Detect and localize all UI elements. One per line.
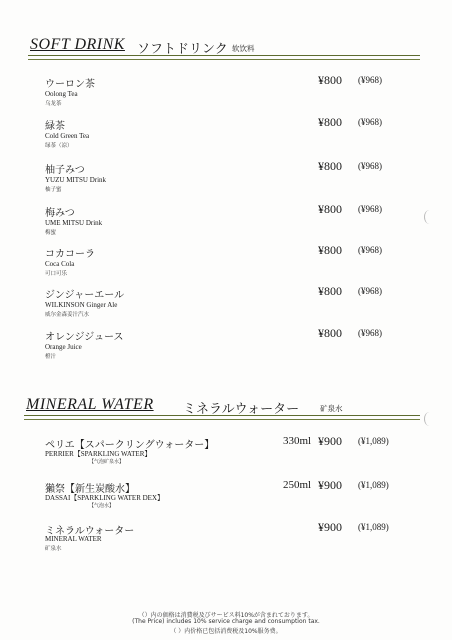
menu-item [45,161,405,197]
item-price: ¥800 [318,284,342,298]
item-price: ¥900 [318,478,342,492]
item-price: ¥800 [318,202,342,216]
menu-item [45,286,405,322]
menu-item [45,204,405,240]
item-name-cn: 威尔金森姜汁汽水 [45,312,90,318]
item-price: ¥900 [318,434,342,448]
item-name-jp: ウーロン茶 [45,79,95,90]
menu-item [45,522,405,558]
binder-hole-mark [424,210,435,224]
section-rule [24,415,420,416]
item-price: ¥900 [318,520,342,534]
item-name-en: PERRIER【SPARKLING WATER】 [45,450,152,458]
menu-item [45,245,405,281]
soft-drink-title-jp: ソフトドリンク [137,42,228,57]
item-name-jp: ペリエ【スパークリングウォーター】 [45,440,215,451]
item-name-en: Cold Green Tea [45,132,90,140]
item-name-en: MINERAL WATER [45,535,102,543]
item-name-jp: 梅みつ [45,208,75,219]
item-price-tax: (¥1,089) [358,480,389,490]
item-name-en: WILKINSON Ginger Ale [45,301,118,309]
item-name-en: Oolong Tea [45,90,78,98]
item-name-cn: 橙汁 [45,354,57,360]
item-name-cn: 矿泉水 [45,546,62,552]
item-price: ¥800 [318,159,342,173]
footer-note-jp: （）内の価格は消費税及びサービス料10%が含まれております。 [138,612,314,619]
binder-hole-mark [424,412,435,426]
item-name-en: DASSAI【SPARKLING WATER DEX】 [45,494,165,502]
section-rule-thin [24,419,420,420]
item-price-tax: (¥968) [358,161,382,171]
item-price: ¥800 [318,115,342,129]
item-name-en: YUZU MITSU Drink [45,176,107,184]
item-name-jp: ミネラルウォーター [45,526,135,537]
item-name-cn: 【气泡水】 [89,503,115,509]
item-price-tax: (¥968) [358,328,382,338]
item-price-tax: (¥968) [358,75,382,85]
item-name-jp: オレンジジュース [45,332,124,343]
soft-drink-title-en: SOFT DRINK [30,36,125,53]
footer-note-cn: （ ）内价格已包括消费税及10%服务费。 [170,628,282,635]
item-name-jp: コカコーラ [45,249,95,260]
item-price-tax: (¥1,089) [358,522,389,532]
item-price-tax: (¥968) [358,204,382,214]
item-volume: 250ml [283,479,312,491]
item-name-cn: 乌龙茶 [45,101,62,107]
menu-item [45,480,405,516]
item-price: ¥800 [318,73,342,87]
item-name-cn: 柚子蜜 [45,187,62,193]
menu-item [45,117,405,153]
menu-item [45,328,405,364]
menu-item [45,436,405,472]
item-name-cn: 绿茶（凉） [45,143,73,149]
soft-drink-title-cn: 软饮料 [232,44,255,53]
mineral-water-title-cn: 矿泉水 [320,404,343,413]
item-name-jp: ジンジャーエール [45,290,125,301]
item-name-en: UME MITSU Drink [45,219,103,227]
item-volume: 330ml [283,435,312,447]
item-price: ¥800 [318,326,342,340]
item-name-cn: 可口可乐 [45,271,68,277]
item-name-cn: 梅蜜 [45,230,57,236]
section-rule [28,55,420,56]
item-price-tax: (¥968) [358,245,382,255]
item-name-en: Coca Cola [45,260,75,268]
item-price-tax: (¥968) [358,117,382,127]
item-name-jp: 柚子みつ [45,165,85,176]
item-name-jp: 獺祭【新生炭酸水】 [45,484,135,495]
item-price-tax: (¥1,089) [358,436,389,446]
mineral-water-title-en: MINERAL WATER [26,396,154,413]
mineral-water-title-jp: ミネラルウォーター [183,402,300,417]
item-price: ¥800 [318,243,342,257]
item-name-cn: 【气泡矿泉水】 [89,459,125,465]
section-rule-thin [28,59,420,60]
item-name-en: Orange Juice [45,343,82,351]
item-price-tax: (¥968) [358,286,382,296]
item-name-jp: 緑茶 [45,121,65,132]
footer-note-en: (The Price) includes 10% service charge and consumption tax. [132,618,320,625]
menu-item [45,75,405,111]
